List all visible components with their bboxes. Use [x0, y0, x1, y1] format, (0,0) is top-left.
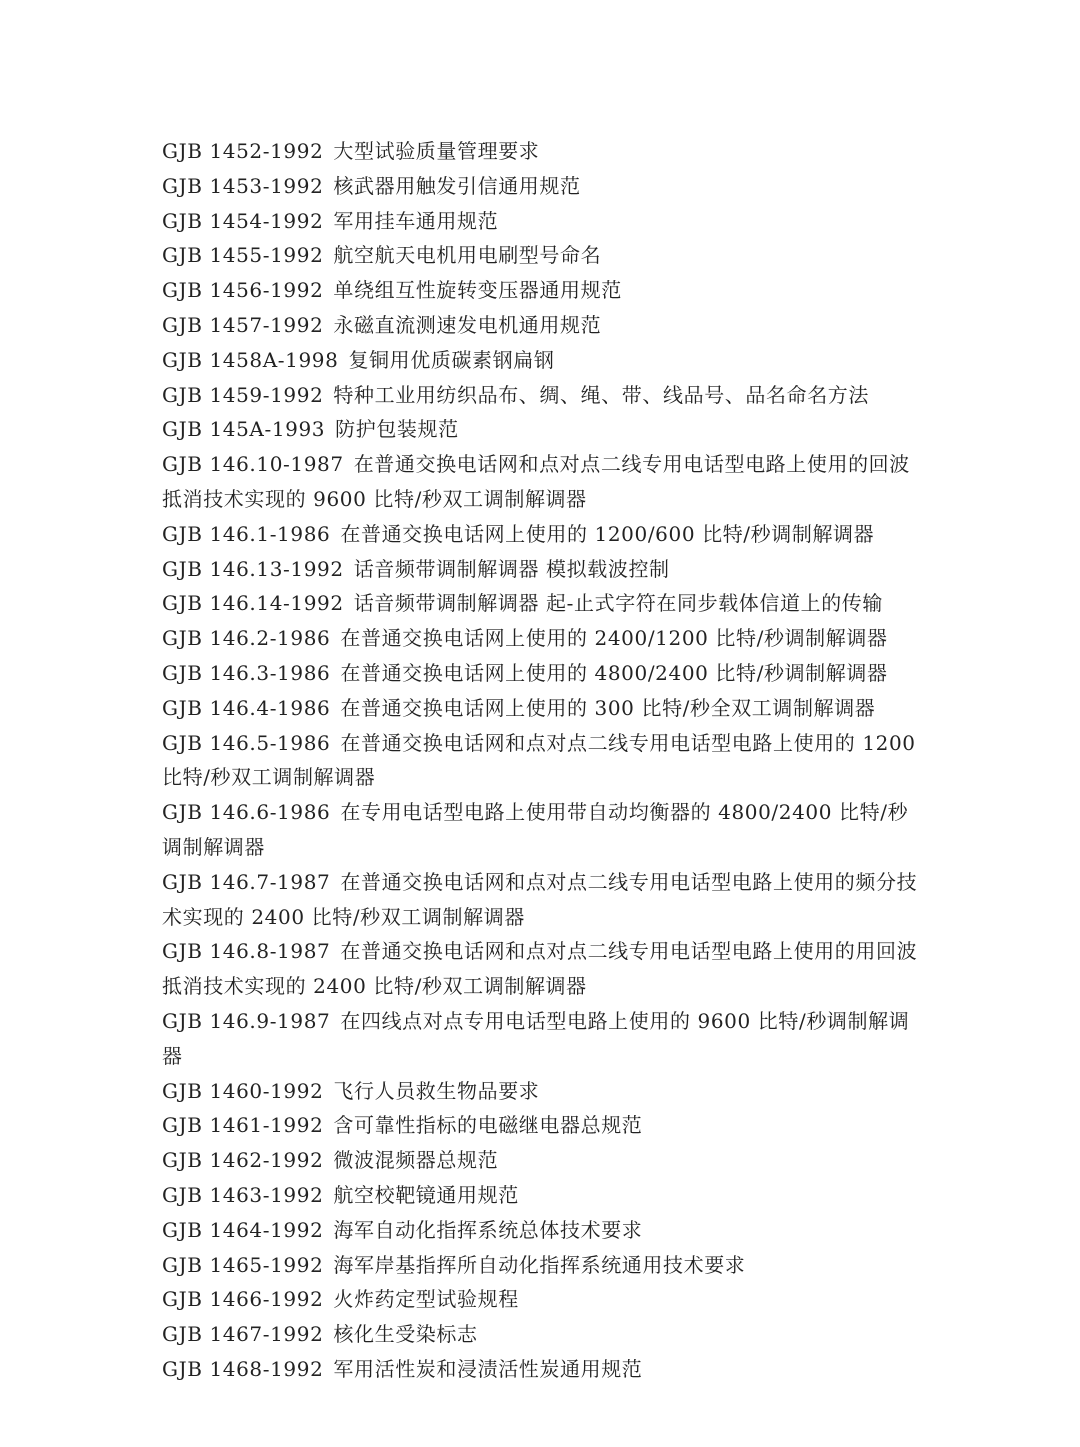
list-item [162, 1352, 922, 1387]
standards-list [162, 134, 922, 1387]
standard-title: 核化生受染标志 [333, 1322, 478, 1347]
standard-title: 在普通交换电话网上使用的 300 比特/秒全双工调制解调器 [340, 695, 876, 720]
list-item [162, 1213, 922, 1248]
standard-title: 航空航天电机用电刷型号命名 [333, 243, 602, 268]
list-item [162, 1143, 922, 1178]
list-item [162, 1282, 922, 1317]
standard-title: 话音频带调制解调器 起-止式字符在同步载体信道上的传输 [353, 591, 884, 616]
list-item [162, 273, 922, 308]
standard-code: GJB 1464-1992 [162, 1217, 324, 1242]
standard-title: 特种工业用纺织品布、绸、绳、带、线品号、品名命名方法 [333, 382, 870, 407]
list-item [162, 1248, 922, 1283]
standard-title: 防护包装规范 [335, 417, 459, 442]
list-item [162, 621, 922, 656]
standard-title: 单绕组互性旋转变压器通用规范 [333, 278, 622, 303]
standard-code: GJB 1461-1992 [162, 1113, 324, 1138]
standard-title: 复铜用优质碳素钢扁钢 [348, 347, 555, 372]
standard-code: GJB 146.6-1986 [162, 800, 331, 825]
standard-code: GJB 1463-1992 [162, 1182, 324, 1207]
list-item [162, 169, 922, 204]
standard-code: GJB 1455-1992 [162, 243, 324, 268]
standard-code: GJB 146.2-1986 [162, 626, 331, 651]
standard-code: GJB 1458A-1998 [162, 347, 339, 372]
standard-code: GJB 1467-1992 [162, 1322, 324, 1347]
standard-title: 飞行人员救生物品要求 [333, 1078, 540, 1103]
standard-code: GJB 146.4-1986 [162, 695, 331, 720]
list-item [162, 412, 922, 447]
list-item [162, 134, 922, 169]
standard-title: 永磁直流测速发电机通用规范 [333, 312, 602, 337]
standard-title: 含可靠性指标的电磁继电器总规范 [333, 1113, 643, 1138]
standard-title: 话音频带调制解调器 模拟载波控制 [353, 556, 670, 581]
standard-title: 核武器用触发引信通用规范 [333, 173, 581, 198]
standard-title: 在普通交换电话网和点对点二线专用电话型电路上使用的用回波抵消技术实现的 2400 比特/秒双工调制解调器 [162, 939, 918, 999]
list-item [162, 586, 922, 621]
list-item [162, 447, 922, 517]
standard-code: GJB 1466-1992 [162, 1287, 324, 1312]
standard-code: GJB 1460-1992 [162, 1078, 324, 1103]
list-item [162, 1074, 922, 1109]
standard-code: GJB 146.5-1986 [162, 730, 331, 755]
list-item [162, 1108, 922, 1143]
standard-title: 在普通交换电话网上使用的 1200/600 比特/秒调制解调器 [340, 521, 875, 546]
standard-code: GJB 146.10-1987 [162, 452, 344, 477]
standard-title: 在普通交换电话网和点对点二线专用电话型电路上使用的频分技术实现的 2400 比特/秒双工调制解调器 [162, 869, 918, 929]
standard-title: 海军岸基指挥所自动化指挥系统通用技术要求 [333, 1252, 746, 1277]
list-item [162, 552, 922, 587]
standard-title: 在专用电话型电路上使用带自动均衡器的 4800/2400 比特/秒调制解调器 [162, 800, 909, 859]
standard-code: GJB 146.8-1987 [162, 939, 331, 964]
standard-code: GJB 1456-1992 [162, 278, 324, 303]
standard-code: GJB 1462-1992 [162, 1148, 324, 1173]
standard-title: 军用活性炭和浸渍活性炭通用规范 [333, 1356, 643, 1381]
standard-title: 在普通交换电话网和点对点二线专用电话型电路上使用的 1200 比特/秒双工调制解调器 [162, 730, 916, 790]
standard-title: 海军自动化指挥系统总体技术要求 [333, 1217, 643, 1242]
list-item [162, 726, 922, 796]
standard-code: GJB 1468-1992 [162, 1356, 324, 1381]
standard-code: GJB 1465-1992 [162, 1252, 324, 1277]
standard-code: GJB 1457-1992 [162, 312, 324, 337]
standard-code: GJB 1459-1992 [162, 382, 324, 407]
standard-code: GJB 1453-1992 [162, 173, 324, 198]
standard-title: 在四线点对点专用电话型电路上使用的 9600 比特/秒调制解调器 [162, 1008, 910, 1068]
standard-title: 在普通交换电话网和点对点二线专用电话型电路上使用的回波抵消技术实现的 9600 比特/秒双工调制解调器 [162, 452, 910, 511]
standard-title: 大型试验质量管理要求 [333, 139, 540, 163]
list-item [162, 865, 922, 935]
standard-code: GJB 1452-1992 [162, 139, 324, 163]
standard-code: GJB 145A-1993 [162, 417, 326, 442]
standard-title: 军用挂车通用规范 [333, 208, 499, 233]
standard-title: 航空校靶镜通用规范 [333, 1182, 519, 1207]
standard-title: 在普通交换电话网上使用的 4800/2400 比特/秒调制解调器 [340, 660, 888, 685]
standard-title: 微波混频器总规范 [333, 1148, 499, 1173]
standard-title: 在普通交换电话网上使用的 2400/1200 比特/秒调制解调器 [340, 626, 888, 651]
list-item [162, 1178, 922, 1213]
list-item [162, 378, 922, 413]
standard-code: GJB 146.1-1986 [162, 521, 331, 546]
list-item [162, 343, 922, 378]
list-item [162, 691, 922, 726]
standard-code: GJB 146.13-1992 [162, 556, 344, 581]
standard-code: GJB 146.9-1987 [162, 1008, 331, 1033]
list-item [162, 795, 922, 865]
standard-title: 火炸药定型试验规程 [333, 1287, 519, 1312]
list-item [162, 204, 922, 239]
list-item [162, 308, 922, 343]
standard-code: GJB 1454-1992 [162, 208, 324, 233]
list-item [162, 934, 922, 1004]
list-item [162, 238, 922, 273]
list-item [162, 517, 922, 552]
list-item [162, 1004, 922, 1074]
standard-code: GJB 146.14-1992 [162, 591, 344, 616]
standard-code: GJB 146.3-1986 [162, 660, 331, 685]
list-item [162, 1317, 922, 1352]
standard-code: GJB 146.7-1987 [162, 869, 331, 894]
list-item [162, 656, 922, 691]
